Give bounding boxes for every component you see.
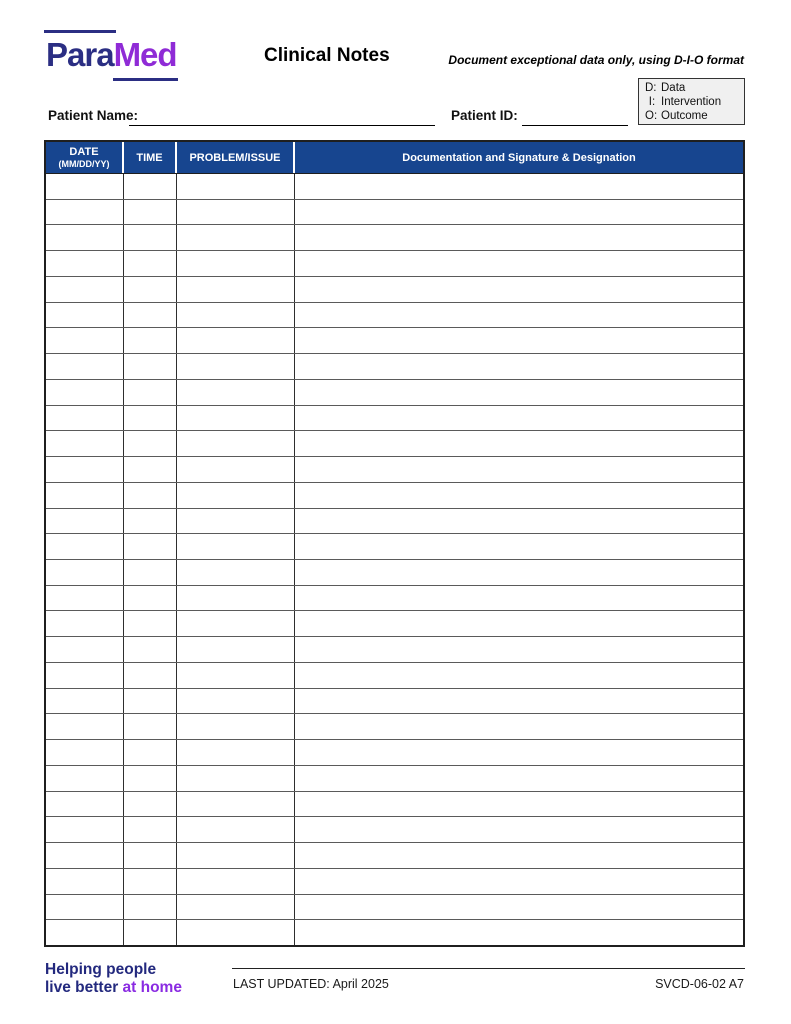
table-cell-empty[interactable] — [46, 637, 124, 662]
table-cell-empty[interactable] — [46, 792, 124, 817]
table-cell-empty[interactable] — [295, 483, 743, 508]
table-cell-empty[interactable] — [124, 689, 177, 714]
table-row — [46, 843, 743, 869]
column-header-time-label: TIME — [136, 151, 163, 164]
table-row — [46, 328, 743, 354]
logo-text-para: Para — [46, 36, 114, 73]
table-cell-empty[interactable] — [295, 277, 743, 302]
table-cell-empty[interactable] — [124, 534, 177, 559]
table-row — [46, 380, 743, 406]
table-cell-empty[interactable] — [295, 740, 743, 765]
legend-item-intervention — [645, 95, 740, 109]
table-cell-empty[interactable] — [124, 380, 177, 405]
table-cell-empty[interactable] — [124, 509, 177, 534]
table-cell-empty[interactable] — [124, 225, 177, 250]
table-cell-empty[interactable] — [177, 303, 295, 328]
table-row — [46, 714, 743, 740]
footer-divider-line — [232, 968, 745, 969]
table-row — [46, 560, 743, 586]
paramed-logo — [44, 30, 184, 81]
table-cell-empty[interactable] — [295, 534, 743, 559]
table-cell-empty[interactable] — [46, 560, 124, 585]
table-cell-empty[interactable] — [124, 586, 177, 611]
table-cell-empty[interactable] — [295, 843, 743, 868]
table-row — [46, 766, 743, 792]
column-header-documentation-label: Documentation and Signature & Designation — [402, 151, 636, 164]
column-header-problem-label: PROBLEM/ISSUE — [189, 151, 281, 164]
brand-tagline — [45, 961, 182, 996]
table-cell-empty[interactable] — [177, 740, 295, 765]
logo-text-med: Med — [113, 36, 177, 73]
table-cell-empty[interactable] — [124, 303, 177, 328]
patient-name-label: Patient Name: — [48, 108, 139, 123]
table-body — [46, 173, 743, 945]
legend-label: Outcome — [661, 110, 708, 122]
tagline-line2 — [45, 979, 182, 997]
table-cell-empty[interactable] — [295, 689, 743, 714]
table-row — [46, 483, 743, 509]
table-row — [46, 174, 743, 200]
table-cell-empty[interactable] — [124, 251, 177, 276]
table-row — [46, 920, 743, 945]
table-cell-empty[interactable] — [295, 200, 743, 225]
table-cell-empty[interactable] — [177, 483, 295, 508]
table-cell-empty[interactable] — [177, 869, 295, 894]
table-cell-empty[interactable] — [46, 406, 124, 431]
table-cell-empty[interactable] — [177, 817, 295, 842]
table-row — [46, 303, 743, 329]
table-row — [46, 200, 743, 226]
table-cell-empty[interactable] — [46, 740, 124, 765]
table-cell-empty[interactable] — [177, 277, 295, 302]
table-cell-empty[interactable] — [124, 792, 177, 817]
table-cell-empty[interactable] — [295, 817, 743, 842]
column-header-date-label: DATE — [69, 145, 99, 158]
table-cell-empty[interactable] — [295, 714, 743, 739]
table-cell-empty[interactable] — [46, 200, 124, 225]
table-cell-empty[interactable] — [177, 611, 295, 636]
table-row — [46, 740, 743, 766]
table-row — [46, 534, 743, 560]
table-cell-empty[interactable] — [124, 920, 177, 945]
patient-name-field[interactable] — [129, 125, 435, 126]
page-title: Clinical Notes — [264, 45, 390, 66]
table-cell-empty[interactable] — [124, 174, 177, 199]
table-cell-empty[interactable] — [46, 277, 124, 302]
table-cell-empty[interactable] — [295, 560, 743, 585]
table-cell-empty[interactable] — [124, 817, 177, 842]
table-cell-empty[interactable] — [177, 560, 295, 585]
table-cell-empty[interactable] — [177, 586, 295, 611]
table-cell-empty[interactable] — [46, 483, 124, 508]
patient-id-field[interactable] — [522, 125, 628, 126]
table-cell-empty[interactable] — [46, 225, 124, 250]
dio-instruction-text: Document exceptional data only, using D-I-O format — [448, 53, 744, 67]
document-code: SVCD-06-02 A7 — [655, 977, 744, 991]
table-cell-empty[interactable] — [177, 431, 295, 456]
table-cell-empty[interactable] — [177, 843, 295, 868]
table-cell-empty[interactable] — [46, 251, 124, 276]
table-cell-empty[interactable] — [295, 509, 743, 534]
table-cell-empty[interactable] — [124, 457, 177, 482]
table-cell-empty[interactable] — [177, 663, 295, 688]
table-cell-empty[interactable] — [46, 817, 124, 842]
table-cell-empty[interactable] — [177, 328, 295, 353]
table-row — [46, 354, 743, 380]
table-cell-empty[interactable] — [46, 843, 124, 868]
last-updated-text: LAST UPDATED: April 2025 — [233, 977, 389, 991]
table-cell-empty[interactable] — [177, 380, 295, 405]
table-cell-empty[interactable] — [46, 534, 124, 559]
table-cell-empty[interactable] — [124, 354, 177, 379]
table-cell-empty[interactable] — [177, 534, 295, 559]
patient-info-row — [0, 108, 791, 128]
table-cell-empty[interactable] — [124, 328, 177, 353]
table-row — [46, 406, 743, 432]
table-row — [46, 869, 743, 895]
table-cell-empty[interactable] — [46, 766, 124, 791]
logo-underline — [113, 78, 178, 81]
legend-key: D: — [645, 82, 657, 94]
table-cell-empty[interactable] — [124, 637, 177, 662]
table-cell-empty[interactable] — [177, 637, 295, 662]
table-cell-empty[interactable] — [177, 792, 295, 817]
table-cell-empty[interactable] — [177, 457, 295, 482]
table-cell-empty[interactable] — [46, 509, 124, 534]
table-cell-empty[interactable] — [295, 303, 743, 328]
table-cell-empty[interactable] — [124, 406, 177, 431]
table-row — [46, 251, 743, 277]
table-cell-empty[interactable] — [177, 689, 295, 714]
clinical-notes-table — [44, 140, 745, 947]
tagline-line1: Helping people — [45, 961, 157, 978]
table-row — [46, 225, 743, 251]
table-row — [46, 895, 743, 921]
table-cell-empty[interactable] — [295, 225, 743, 250]
table-cell-empty[interactable] — [46, 380, 124, 405]
table-cell-empty[interactable] — [124, 431, 177, 456]
column-header-problem — [177, 142, 295, 173]
table-cell-empty[interactable] — [46, 869, 124, 894]
table-cell-empty[interactable] — [46, 174, 124, 199]
table-cell-empty[interactable] — [177, 895, 295, 920]
table-row — [46, 637, 743, 663]
table-cell-empty[interactable] — [295, 354, 743, 379]
table-cell-empty[interactable] — [295, 766, 743, 791]
table-cell-empty[interactable] — [295, 663, 743, 688]
table-row — [46, 586, 743, 612]
legend-key: I: — [648, 96, 656, 108]
legend-label: Intervention — [661, 96, 722, 108]
table-cell-empty[interactable] — [124, 611, 177, 636]
table-cell-empty[interactable] — [295, 457, 743, 482]
table-cell-empty[interactable] — [124, 895, 177, 920]
table-cell-empty[interactable] — [295, 251, 743, 276]
table-cell-empty[interactable] — [177, 251, 295, 276]
tagline-line2-navy: live better — [45, 978, 123, 996]
table-cell-empty[interactable] — [177, 509, 295, 534]
table-cell-empty[interactable] — [295, 586, 743, 611]
table-cell-empty[interactable] — [46, 611, 124, 636]
column-header-documentation — [295, 142, 743, 173]
table-cell-empty[interactable] — [177, 714, 295, 739]
table-cell-empty[interactable] — [46, 714, 124, 739]
table-cell-empty[interactable] — [177, 920, 295, 945]
patient-id-label: Patient ID: — [451, 108, 518, 123]
table-row — [46, 663, 743, 689]
table-row — [46, 611, 743, 637]
table-cell-empty[interactable] — [295, 380, 743, 405]
table-cell-empty[interactable] — [124, 560, 177, 585]
legend-item-data — [645, 81, 740, 95]
table-row — [46, 817, 743, 843]
table-cell-empty[interactable] — [124, 740, 177, 765]
table-cell-empty[interactable] — [295, 920, 743, 945]
table-cell-empty[interactable] — [124, 483, 177, 508]
table-cell-empty[interactable] — [46, 663, 124, 688]
table-cell-empty[interactable] — [177, 174, 295, 199]
table-row — [46, 277, 743, 303]
table-cell-empty[interactable] — [124, 714, 177, 739]
table-cell-empty[interactable] — [46, 895, 124, 920]
table-cell-empty[interactable] — [295, 328, 743, 353]
table-cell-empty[interactable] — [295, 895, 743, 920]
table-cell-empty[interactable] — [177, 200, 295, 225]
table-row — [46, 431, 743, 457]
table-row — [46, 689, 743, 715]
table-cell-empty[interactable] — [295, 637, 743, 662]
column-header-date — [46, 142, 124, 173]
table-cell-empty[interactable] — [124, 277, 177, 302]
table-cell-empty[interactable] — [295, 611, 743, 636]
table-cell-empty[interactable] — [177, 766, 295, 791]
table-cell-empty[interactable] — [295, 792, 743, 817]
table-cell-empty[interactable] — [46, 303, 124, 328]
logo-text — [46, 33, 184, 77]
table-cell-empty[interactable] — [46, 457, 124, 482]
table-row — [46, 792, 743, 818]
table-cell-empty[interactable] — [46, 586, 124, 611]
table-cell-empty[interactable] — [124, 843, 177, 868]
table-cell-empty[interactable] — [177, 354, 295, 379]
column-header-date-format: (MM/DD/YY) — [58, 158, 110, 169]
table-cell-empty[interactable] — [295, 406, 743, 431]
table-cell-empty[interactable] — [124, 766, 177, 791]
legend-key: O: — [645, 110, 658, 122]
tagline-line2-purple: at home — [122, 978, 182, 996]
table-cell-empty[interactable] — [46, 689, 124, 714]
legend-label: Data — [661, 82, 686, 94]
column-header-time — [124, 142, 177, 173]
table-cell-empty[interactable] — [46, 328, 124, 353]
table-cell-empty[interactable] — [177, 225, 295, 250]
table-cell-empty[interactable] — [46, 920, 124, 945]
table-cell-empty[interactable] — [295, 869, 743, 894]
table-cell-empty[interactable] — [177, 406, 295, 431]
table-cell-empty[interactable] — [295, 431, 743, 456]
table-row — [46, 509, 743, 535]
table-cell-empty[interactable] — [124, 869, 177, 894]
table-cell-empty[interactable] — [124, 663, 177, 688]
table-cell-empty[interactable] — [46, 354, 124, 379]
table-cell-empty[interactable] — [124, 200, 177, 225]
table-cell-empty[interactable] — [46, 431, 124, 456]
table-cell-empty[interactable] — [295, 174, 743, 199]
table-header-row — [46, 142, 743, 173]
table-row — [46, 457, 743, 483]
